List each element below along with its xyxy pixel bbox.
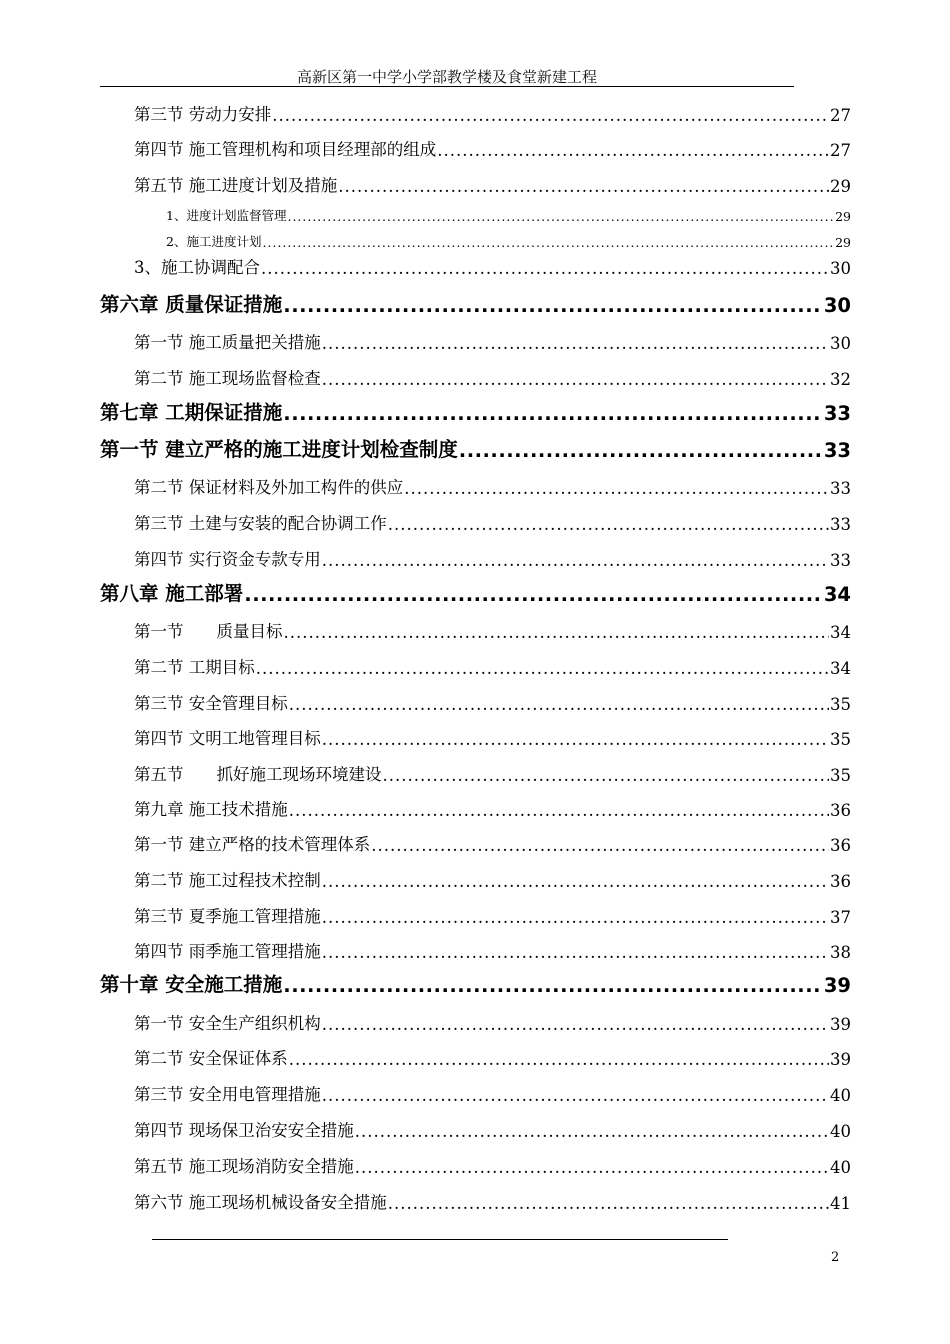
toc-dot-leader xyxy=(322,334,829,353)
toc-entry-title: 第二节 施工现场监督检查 xyxy=(134,369,321,388)
toc-entry-title: 第七章 工期保证措施 xyxy=(100,401,283,424)
toc-entry-title: 第五节 施工现场消防安全措施 xyxy=(134,1157,354,1176)
toc-entry[interactable] xyxy=(100,936,851,962)
toc-entry[interactable] xyxy=(100,363,851,389)
toc-entry-page: 39 xyxy=(823,974,851,997)
toc-entry-title: 第一节 建立严格的施工进度计划检查制度 xyxy=(100,438,458,461)
toc-chapter-entry[interactable] xyxy=(100,289,851,317)
toc-entry-page: 33 xyxy=(830,515,851,534)
toc-entry[interactable] xyxy=(100,1043,851,1069)
toc-entry[interactable] xyxy=(100,232,851,250)
toc-entry[interactable] xyxy=(100,829,851,855)
toc-entry[interactable] xyxy=(100,472,851,498)
toc-entry-title: 第二节 施工过程技术控制 xyxy=(134,871,321,890)
toc-entry[interactable] xyxy=(100,1079,851,1105)
toc-entry-page: 36 xyxy=(830,801,851,820)
toc-entry-title: 1、进度计划监督管理 xyxy=(166,208,287,223)
toc-dot-leader xyxy=(322,943,829,962)
footer-rule xyxy=(152,1239,728,1240)
toc-entry-page: 35 xyxy=(830,730,851,749)
toc-dot-leader xyxy=(289,801,829,820)
toc-dot-leader xyxy=(289,695,829,714)
toc-entry[interactable] xyxy=(100,759,851,785)
toc-dot-leader xyxy=(388,1194,829,1213)
toc-dot-leader xyxy=(283,402,823,425)
toc-dot-leader xyxy=(262,235,834,250)
toc-entry[interactable] xyxy=(100,134,851,160)
toc-entry-title: 第一节 施工质量把关措施 xyxy=(134,333,321,352)
toc-entry-title: 第五节 施工进度计划及措施 xyxy=(134,176,338,195)
toc-entry[interactable] xyxy=(100,652,851,678)
toc-chapter-entry[interactable] xyxy=(100,969,851,997)
toc-entry-page: 33 xyxy=(823,439,851,462)
toc-dot-leader xyxy=(289,1050,829,1069)
toc-dot-leader xyxy=(355,1122,829,1141)
toc-entry-title: 第五节 抓好施工现场环境建设 xyxy=(134,765,382,784)
toc-entry-title: 第九章 施工技术措施 xyxy=(134,800,288,819)
toc-entry-title: 第二节 保证材料及外加工构件的供应 xyxy=(134,478,404,497)
toc-entry-title: 第八章 施工部署 xyxy=(100,582,244,605)
header-title: 高新区第一中学小学部教学楼及食堂新建工程 xyxy=(296,68,597,86)
toc-entry-page: 34 xyxy=(830,659,851,678)
toc-entry[interactable] xyxy=(100,1008,851,1034)
toc-entry-title: 第四节 实行资金专款专用 xyxy=(134,550,321,569)
toc-entry-page: 40 xyxy=(830,1158,851,1177)
toc-entry-page: 37 xyxy=(830,908,851,927)
toc-entry-page: 36 xyxy=(830,872,851,891)
toc-entry[interactable] xyxy=(100,544,851,570)
toc-entry-title: 第六节 施工现场机械设备安全措施 xyxy=(134,1193,387,1212)
toc-entry-page: 40 xyxy=(830,1086,851,1105)
toc-entry-title: 第四节 现场保卫治安安全措施 xyxy=(134,1121,354,1140)
toc-entry-page: 39 xyxy=(830,1015,851,1034)
toc-entry[interactable] xyxy=(100,865,851,891)
toc-entry-title: 第四节 施工管理机构和项目经理部的组成 xyxy=(134,140,437,159)
toc-entry-title: 第六章 质量保证措施 xyxy=(100,293,283,316)
toc-dot-leader xyxy=(322,551,829,570)
toc-dot-leader xyxy=(338,177,829,196)
toc-entry-title: 第二节 安全保证体系 xyxy=(134,1049,288,1068)
toc-entry[interactable] xyxy=(100,206,851,224)
toc-dot-leader xyxy=(322,730,829,749)
toc-entry-title: 第一节 安全生产组织机构 xyxy=(134,1014,321,1033)
toc-entry-page: 33 xyxy=(830,551,851,570)
toc-dot-leader xyxy=(322,370,829,389)
toc-entry-page: 33 xyxy=(823,402,851,425)
toc-dot-leader xyxy=(272,106,829,125)
toc-dot-leader xyxy=(437,141,829,160)
toc-entry-page: 29 xyxy=(835,209,851,224)
toc-entry-title: 第二节 工期目标 xyxy=(134,658,255,677)
toc-entry-page: 27 xyxy=(830,141,851,160)
toc-entry-title: 第一节 质量目标 xyxy=(134,622,283,641)
toc-entry-page: 38 xyxy=(830,943,851,962)
toc-dot-leader xyxy=(371,836,829,855)
toc-entry[interactable] xyxy=(100,170,851,196)
toc-entry-title: 第三节 夏季施工管理措施 xyxy=(134,907,321,926)
toc-entry-title: 第四节 文明工地管理目标 xyxy=(134,729,321,748)
toc-entry[interactable] xyxy=(100,1115,851,1141)
toc-chapter-entry[interactable] xyxy=(100,397,851,425)
toc-chapter-entry[interactable] xyxy=(100,578,851,606)
toc-dot-leader xyxy=(283,294,823,317)
header-rule xyxy=(100,86,794,87)
toc-chapter-entry[interactable] xyxy=(100,434,851,462)
toc-dot-leader xyxy=(383,766,830,785)
toc-dot-leader xyxy=(261,259,829,278)
toc-entry[interactable] xyxy=(100,616,851,642)
toc-entry-page: 35 xyxy=(830,766,851,785)
toc-entry-title: 第一节 建立严格的技术管理体系 xyxy=(134,835,371,854)
toc-dot-leader xyxy=(459,439,823,462)
page-number: 2 xyxy=(831,1250,840,1265)
toc-entry-page: 27 xyxy=(830,106,851,125)
toc-dot-leader xyxy=(322,872,829,891)
toc-dot-leader xyxy=(404,479,829,498)
toc-entry-page: 35 xyxy=(830,695,851,714)
toc-entry-title: 第十章 安全施工措施 xyxy=(100,973,283,996)
toc-entry-page: 30 xyxy=(830,259,851,278)
toc-entry-title: 第三节 安全管理目标 xyxy=(134,694,288,713)
toc-entry[interactable] xyxy=(100,508,851,534)
toc-entry-page: 39 xyxy=(830,1050,851,1069)
toc-entry-page: 41 xyxy=(830,1194,851,1213)
toc-dot-leader xyxy=(322,1015,829,1034)
toc-dot-leader xyxy=(388,515,829,534)
toc-dot-leader xyxy=(322,1086,829,1105)
toc-entry-title: 第三节 土建与安装的配合协调工作 xyxy=(134,514,387,533)
toc-entry[interactable] xyxy=(100,99,851,125)
toc-entry-page: 29 xyxy=(835,235,851,250)
toc-dot-leader xyxy=(355,1158,829,1177)
toc-entry[interactable] xyxy=(100,794,851,820)
toc-entry[interactable] xyxy=(100,723,851,749)
toc-entry[interactable] xyxy=(100,327,851,353)
toc-entry-title: 2、施工进度计划 xyxy=(166,234,262,249)
toc-dot-leader xyxy=(287,209,834,224)
toc-entry-page: 33 xyxy=(830,479,851,498)
toc-dot-leader xyxy=(244,583,823,606)
toc-dot-leader xyxy=(284,623,830,642)
toc-entry-title: 3、施工协调配合 xyxy=(134,258,260,277)
toc-entry-page: 34 xyxy=(823,583,851,606)
toc-entry[interactable] xyxy=(100,688,851,714)
toc-entry-page: 32 xyxy=(830,370,851,389)
toc-entry[interactable] xyxy=(100,1151,851,1177)
toc-entry-title: 第三节 安全用电管理措施 xyxy=(134,1085,321,1104)
toc-entry-page: 29 xyxy=(830,177,851,196)
toc-entry[interactable] xyxy=(100,1187,851,1213)
toc-entry-page: 36 xyxy=(830,836,851,855)
toc-dot-leader xyxy=(256,659,829,678)
toc-entry-page: 30 xyxy=(830,334,851,353)
toc-entry-page: 34 xyxy=(830,623,851,642)
toc-entry-title: 第四节 雨季施工管理措施 xyxy=(134,942,321,961)
toc-entry[interactable] xyxy=(100,256,851,278)
toc-entry-page: 30 xyxy=(823,294,851,317)
toc-dot-leader xyxy=(322,908,829,927)
toc-entry-title: 第三节 劳动力安排 xyxy=(134,105,272,124)
toc-dot-leader xyxy=(283,974,823,997)
toc-entry-page: 40 xyxy=(830,1122,851,1141)
toc-entry[interactable] xyxy=(100,901,851,927)
